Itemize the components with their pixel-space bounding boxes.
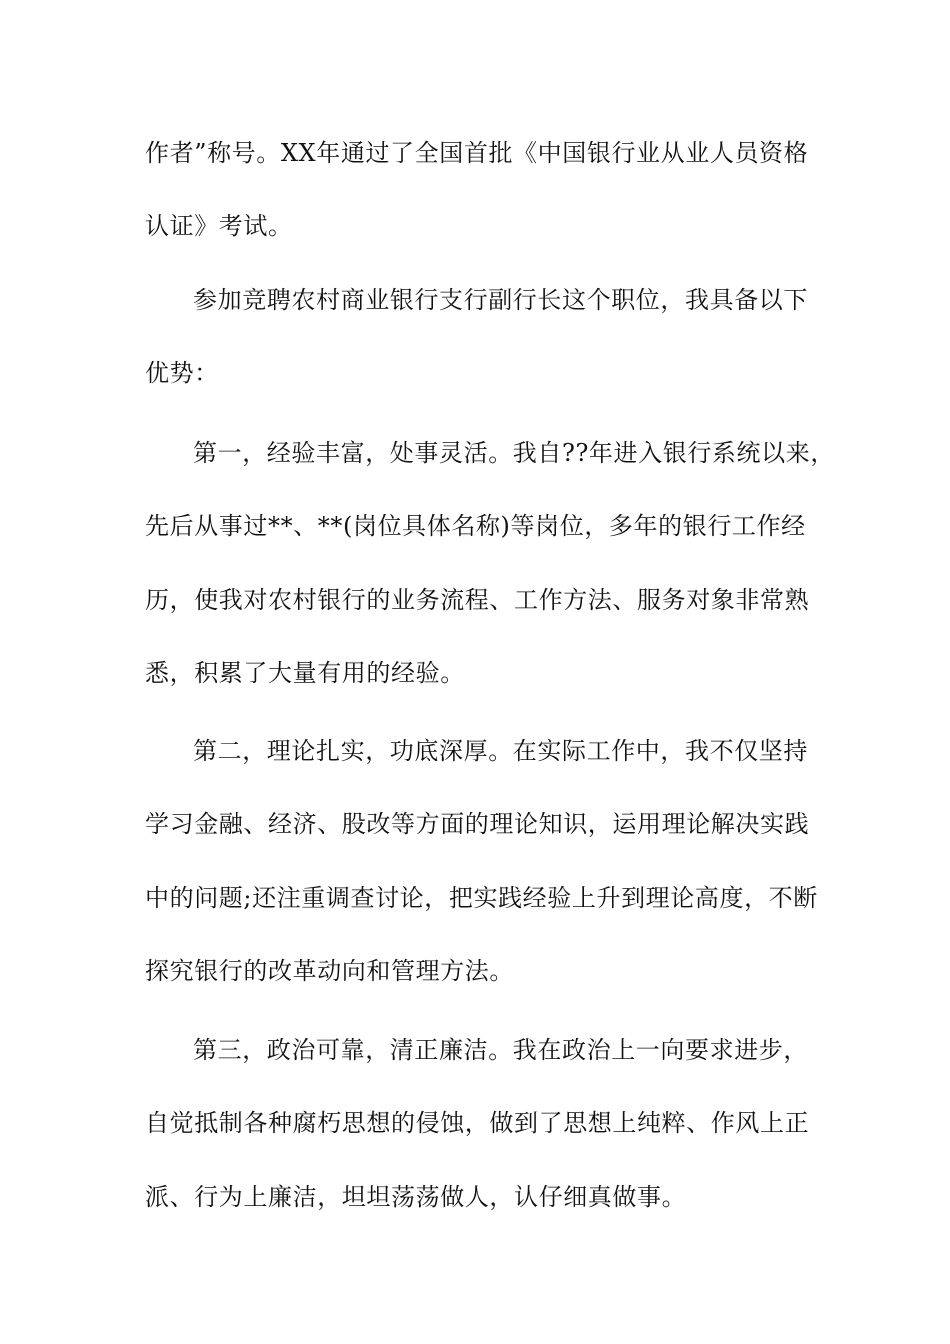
text-line: 自觉抵制各种腐朽思想的侵蚀，做到了思想上纯粹、作风上正	[145, 1109, 810, 1137]
text-line: 悉，积累了大量有用的经验。	[145, 659, 465, 687]
paragraph-first-line: 参加竞聘农村商业银行支行副行长这个职位，我具备以下	[193, 286, 808, 314]
text-line: 派、行为上廉洁，坦坦荡荡做人，认仔细真做事。	[145, 1183, 687, 1211]
text-line: 认证》考试。	[145, 212, 293, 240]
text-line: 历，使我对农村银行的业务流程、工作方法、服务对象非常熟	[145, 586, 810, 614]
text-line: 先后从事过**、**(岗位具体名称)等岗位，多年的银行工作经	[145, 512, 806, 540]
text-line: 探究银行的改革动向和管理方法。	[145, 957, 514, 985]
text-line: 学习金融、经济、股改等方面的理论知识，运用理论解决实践	[145, 810, 810, 838]
paragraph-first-line: 第一，经验丰富，处事灵活。我自??年进入银行系统以来，	[193, 439, 835, 467]
text-line: 优势：	[145, 359, 219, 387]
text-line: 作者”称号。XX年通过了全国首批《中国银行业从业人员资格	[145, 139, 809, 167]
paragraph-first-line: 第二，理论扎实，功底深厚。在实际工作中，我不仅坚持	[193, 737, 808, 765]
paragraph-first-line: 第三，政治可靠，清正廉洁。我在政治上一向要求进步，	[193, 1036, 808, 1064]
text-line: 中的问题;还注重调查讨论，把实践经验上升到理论高度，不断	[145, 884, 818, 912]
